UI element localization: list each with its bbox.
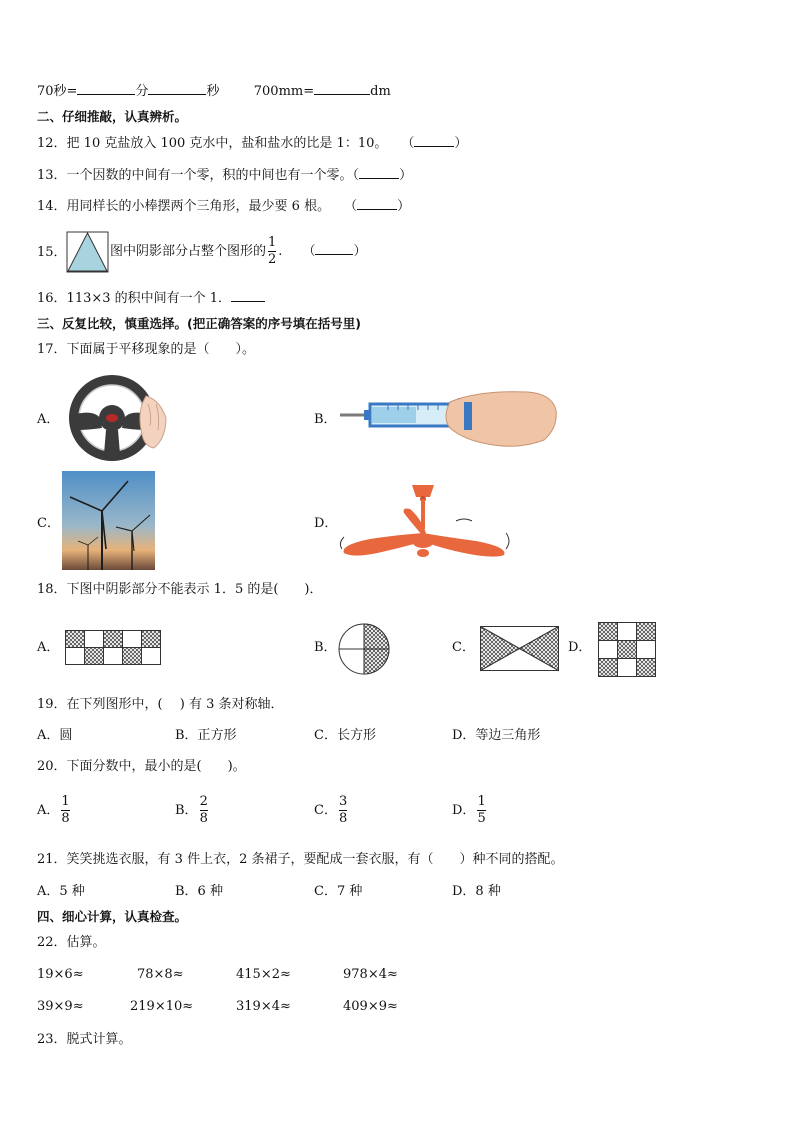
paren: ） bbox=[397, 199, 411, 214]
question-17: 17．下面属于平移现象的是（ ）。 bbox=[37, 342, 256, 357]
estimate-item: 409×9≈ bbox=[343, 999, 398, 1014]
period: . bbox=[278, 244, 283, 259]
unit-conversion-line bbox=[37, 82, 391, 101]
unit-minute: 分 bbox=[135, 84, 149, 99]
answer-blank[interactable] bbox=[231, 289, 265, 302]
question-text: 16．113×3 的积中间有一个 1． bbox=[37, 291, 232, 306]
estimate-item: 978×4≈ bbox=[343, 967, 398, 982]
fraction-option: $\frac{1}{8}$ bbox=[61, 794, 70, 826]
estimate-item: 39×9≈ bbox=[37, 999, 84, 1014]
option-label: C． bbox=[314, 803, 337, 818]
question-text: 14．用同样长的小棒摆两个三角形，最少要 6 根。 bbox=[37, 199, 331, 214]
estimate-item: 319×4≈ bbox=[236, 999, 291, 1014]
answer-blank[interactable] bbox=[77, 82, 135, 95]
question-19: 19．在下列图形中，( ) 有 3 条对称轴． bbox=[37, 697, 284, 712]
option-a[interactable]: A．5 种 bbox=[37, 884, 85, 899]
bowtie-rectangle-figure bbox=[480, 626, 560, 672]
estimate-item: 19×6≈ bbox=[37, 967, 84, 982]
option-a-label[interactable]: A． bbox=[37, 412, 60, 427]
question-21: 21．笑笑挑选衣服，有 3 件上衣，2 条裙子，要配成一套衣服，有（ ）种不同的搭配。 bbox=[37, 852, 564, 867]
question-text: 12．把 10 克盐放入 100 克水中，盐和盐水的比是 1：10。 bbox=[37, 136, 388, 151]
triangle-in-square-figure bbox=[66, 231, 110, 273]
option-c[interactable] bbox=[314, 795, 349, 826]
paren: （ bbox=[352, 168, 360, 183]
option-b[interactable]: B．正方形 bbox=[175, 728, 237, 743]
option-a[interactable]: A．圆 bbox=[37, 728, 73, 743]
ceiling-fan-image bbox=[336, 479, 520, 567]
question-14 bbox=[37, 197, 410, 216]
estimate-item: 78×8≈ bbox=[137, 967, 184, 982]
answer-blank[interactable] bbox=[315, 242, 353, 255]
fraction-option: $\frac{3}{8}$ bbox=[338, 794, 348, 826]
question-16 bbox=[37, 289, 265, 308]
answer-blank[interactable] bbox=[148, 82, 206, 95]
answer-blank[interactable] bbox=[359, 166, 399, 179]
option-d-label[interactable]: D． bbox=[568, 640, 592, 655]
option-c-label[interactable]: C． bbox=[452, 640, 475, 655]
paren: （ bbox=[302, 244, 316, 259]
checker-grid-figure bbox=[598, 622, 658, 678]
unit-dm: dm bbox=[370, 84, 391, 99]
time-expr: 70秒= bbox=[37, 84, 78, 99]
paren: ） bbox=[454, 136, 468, 151]
option-label: D． bbox=[452, 803, 476, 818]
option-d-label[interactable]: D． bbox=[314, 516, 338, 531]
option-d[interactable]: D．8 种 bbox=[452, 884, 501, 899]
estimate-item: 219×10≈ bbox=[130, 999, 194, 1014]
option-a[interactable] bbox=[37, 795, 72, 826]
quartered-circle-figure bbox=[338, 623, 390, 675]
section-3-title: 三、反复比较，慎重选择。(把正确答案的序号填在括号里) bbox=[37, 316, 361, 331]
fraction-option: $\frac{2}{8}$ bbox=[199, 794, 208, 826]
rectangle-grid-figure bbox=[65, 630, 163, 666]
option-d[interactable] bbox=[452, 795, 488, 826]
fraction-one-half: $\frac{1}{2}$ bbox=[268, 235, 277, 267]
option-d[interactable]: D．等边三角形 bbox=[452, 728, 541, 743]
paren: （ bbox=[401, 136, 415, 151]
option-c[interactable]: C．7 种 bbox=[314, 884, 363, 899]
option-a-label[interactable]: A． bbox=[37, 640, 60, 655]
option-b-label[interactable]: B． bbox=[314, 412, 337, 427]
wind-turbines-image bbox=[62, 471, 155, 570]
question-22: 22．估算。 bbox=[37, 935, 106, 950]
paren: ） bbox=[399, 168, 413, 183]
option-label: B． bbox=[175, 803, 198, 818]
paren: （ bbox=[344, 199, 358, 214]
option-label: A． bbox=[37, 803, 60, 818]
fraction-option: $\frac{1}{5}$ bbox=[477, 794, 486, 826]
answer-blank[interactable] bbox=[414, 134, 454, 147]
question-18: 18．下图中阴影部分不能表示 1．5 的是( )． bbox=[37, 582, 323, 597]
question-text: 图中阴影部分占整个图形的 bbox=[110, 244, 267, 259]
option-c[interactable]: C．长方形 bbox=[314, 728, 376, 743]
option-b[interactable] bbox=[175, 795, 210, 826]
syringe-image bbox=[338, 388, 560, 452]
question-15-num: 15． bbox=[37, 245, 67, 260]
option-b[interactable]: B．6 种 bbox=[175, 884, 223, 899]
question-text: 13．一个因数的中间有一个零，积的中间也有一个零。 bbox=[37, 168, 353, 183]
steering-wheel-image bbox=[62, 374, 170, 462]
paren: ） bbox=[353, 244, 367, 259]
question-12 bbox=[37, 134, 467, 153]
question-20: 20．下面分数中，最小的是( )。 bbox=[37, 759, 246, 774]
unit-second: 秒 bbox=[206, 84, 220, 99]
question-13 bbox=[37, 166, 412, 185]
question-23: 23．脱式计算。 bbox=[37, 1032, 132, 1047]
section-2-title: 二、仔细推敲，认真辨析。 bbox=[37, 109, 188, 124]
option-c-label[interactable]: C． bbox=[37, 516, 60, 531]
option-b-label[interactable]: B． bbox=[314, 640, 337, 655]
answer-blank[interactable] bbox=[314, 82, 370, 95]
section-4-title: 四、细心计算，认真检查。 bbox=[37, 909, 188, 924]
question-15-text bbox=[110, 236, 366, 267]
length-expr: 700mm= bbox=[253, 84, 315, 99]
answer-blank[interactable] bbox=[357, 197, 397, 210]
estimate-item: 415×2≈ bbox=[236, 967, 291, 982]
